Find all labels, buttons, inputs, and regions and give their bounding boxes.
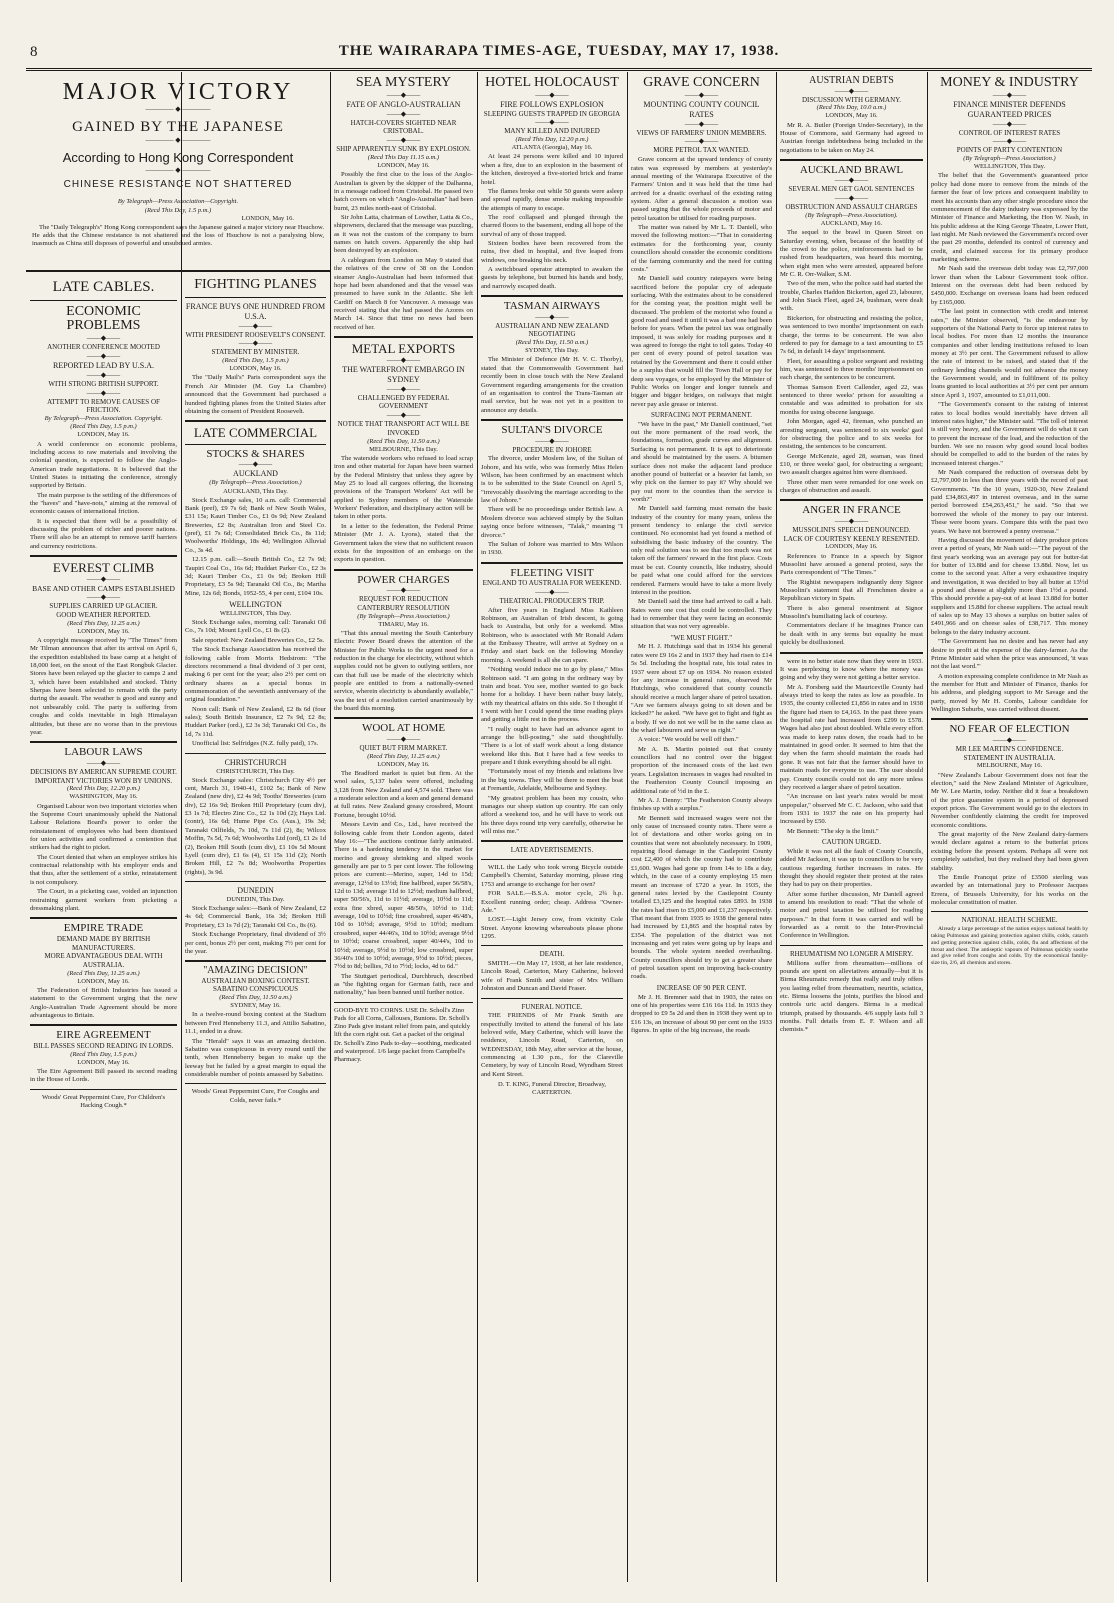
paragraph: "New Zealand's Labour Government does not fear the election," said the New Zealand Minister of Agriculture, Mr W. Lee Martin, today. Neither did it fear a breakdown of the price guarantee system in a period of depressed export prices. The Government would go to the electors in November confidently claiming the credit for improved economic conditions. <box>931 771 1088 829</box>
subheadline: AUSTRALIAN AND NEW ZEALAND NEGOTIATING <box>495 321 609 339</box>
subheadline: THE WATERFRONT EMBARGO IN SYDNEY <box>342 364 465 384</box>
paragraph: Stock Exchange Proprietary, final dividend of 3½ per cent, bonus 2½ per cent, making 7½ per cent for the year. <box>185 931 326 955</box>
paragraph: The Sultan of Johore was married to Mrs Wilson in 1930. <box>481 540 623 557</box>
paragraph: At least 24 persons were killed and 10 injured when a fire, due to an explosion in the basement of the kitchen, destroyed a five-storied brick and frame hotel. <box>481 153 623 186</box>
dateline: LONDON, May 16. <box>77 627 130 635</box>
paragraph: Mr A. Forsberg said the Mauriceville County had always tried to keep the rates as low as possible. In 1935, the county collected £1,856 in rates and in 1938 the figure had risen to £4,163. In the past three years the hospital rate had increased from £299 to £578. Wages had also just about doubled. While every effort was made to keep rates down, the roads had to be maintained in good order. It seemed to him that the day when the farm should maintain the roads had gone. It was not fair that the farmer should have to maintain roads for everyone to use. The user should pay. County councils could not do any more unless they received a larger share of petrol taxation. <box>780 683 924 791</box>
subheadline: ATTEMPT TO REMOVE CAUSES OF FRICTION. <box>47 397 160 415</box>
subheadline: SABATINO CONSPICUOUS <box>213 985 298 994</box>
subheadline: DECISIONS BY AMERICAN SUPREME COURT. <box>30 767 177 776</box>
section-heading: DEATH. <box>539 950 565 959</box>
paragraph: A switchboard operator attempted to awaken the guests by telephone, but burned his hands and body, and narrowly escaped death. <box>481 266 623 290</box>
paragraph: The Federation of British Industries has issued a statement to the Government urging that the new Anglo-Australian Trade Agreement should be more advantageous to Britain. <box>30 987 177 1020</box>
column-4: HOTEL HOLOCAUST ——◆—— FIRE FOLLOWS EXPLOSION SLEEPING GUESTS TRAPPED IN GEORGIA ——◆—— MANY KILLED AND INJURED (Recd This Day, 12.20 p.m.) ATLANTA (Georgia), May 16. At least 24 persons were killed and 10 injured when a fire, due to an explosion in the basement of the kitchen, destroyed a five-storied brick and frame hotel. The flames broke out while 50 guests were asleep and spread rapidly, dense smoke making impossible the attempts of many to escape. The roof collapsed and plunged through the charred floors to the basement, ending all hope of the survival of any of those trapped. Sixteen bodies have been recovered from the ruins, five died in hospital, and five leaped from windows, one breaking his neck. A switchboard operator attempted to awaken the guests by telephone, but burned his hands and body, and narrowly escaped death. TASMAN AIRWAYS ——◆—— AUSTRALIAN AND NEW ZEALAND NEGOTIATING (Recd This Day, 11.50 a.m.) SYDNEY, This Day. The Minister of Defence (Mr H. V. C. Thorby), stated that the Commonwealth Government had recently been in close touch with the New Zealand Government regarding arrangements for the creation of an organisation to control the Trans-Tasman air mail service, but he was not yet in a position to announce any details. SULTAN'S DIVORCE ——◆—— PROCEDURE IN JOHORE The divorce, under Moslem law, of the Sultan of Johore, and his wife, who was formerly Miss Helen Wilson, has been confirmed by an enactment which is to be submitted to the State Council on April 5, "irrevocably dissolving the marriage according to the law of Johore." There will be no proceedings under British law. A Moslem divorce was achieved simply by the Sultan saying once before witnesses, "Talak," meaning "I divorce." The Sultan of Johore was married to Mrs Wilson in 1930. FLEETING VISIT ENGLAND TO AUSTRALIA FOR WEEKEND. ——◆—— THEATRICAL PRODUCER'S TRIP. After five years in England Miss Kathleen Robinson, an Australian of Irish descent, is going back to Australia, but only for a weekend. Miss Robinson, who is associated with Mr Ronald Adam at the Embassy Theatre, will arrive at Sydney on a Friday and start back on the following Monday morning. A weekend is all she can spare. "Nothing would induce me to go by plane," Miss Robinson said. "I am going in the ordinary way by train and boat. You see, mother wanted to go back home for a holiday. I have been rather busy lately, with my theatrical affairs on this side. So I thought if I went with her I could spend the time reading plays and getting a little rest in the process. "I really ought to have had an advance agent to arrange the bill-posting," she said thoughtfully. "There is a lot of staff work about a long distance weekend like this. But I have had a few weeks to prepare and I think everything should be all right. "Fortunately most of my friends and relations live in the big towns. They will be there to meet the boat at Fremantle, Adelaide, Melbourne and Sydney. "My greatest problem has been my cousin, who manages our sheep station up country. He can only afford a weekend too, and he will have to work out his three days round trip very carefully, otherwise he will miss me." LATE ADVERTISEMENTS. WILL the Lady who took wrong Bicycle outside Campbell's Chemist, Saturday morning, please ring 1753 and arrange to exchange for her own? FOR SALE.—B.S.A. motor cycle, 2¾ h.p. Excellent running order; cheap. Address "Owner-Ade." LOST.—Light Jersey cow, from vicinity Cole Street. Anyone knowing whereabouts please phone 1295. DEATH. SMITH.—On May 17, 1938, at her late residence, Lincoln Road, Carterton, Mary Catherine, beloved wife of Frank Smith and sister of Mrs William Johnston and Duncan and David Fraser. FUNERAL NOTICE. THE FRIENDS of Mr Frank Smith are respectfully invited to attend the funeral of his late beloved wife, Mary Catherine, which will leave the residence, Lincoln Road, Carterton, on WEDNESDAY, 18th May, after service at the house, commencing at 1.30 p.m., for the Clareville Cemetery, by way of Lincoln Road, Wyndham Street and Kent Street. D. T. KING, Funeral Director, Broadway, CARTERTON. <box>481 75 623 1097</box>
headline: SEA MYSTERY <box>355 75 452 90</box>
article-body <box>30 987 177 1020</box>
headline: HOTEL HOLOCAUST <box>485 75 619 90</box>
signature: D. T. KING, Funeral Director, Broadway, CARTERTON. <box>497 1081 607 1097</box>
paragraph: There will be no proceedings under British law. A Moslem divorce was achieved simply by the Sultan saying once before witnesses, "Talak," meaning "I divorce." <box>481 506 623 539</box>
article-body <box>481 153 623 291</box>
subheadline: GAINED BY THE JAPANESE <box>72 119 284 136</box>
subheadline: MR LEE MARTIN'S CONFIDENCE. <box>955 744 1064 753</box>
paragraph: The Minister of Defence (Mr H. V. C. Thorby), stated that the Commonwealth Government had recently been in close touch with the New Zealand Government regarding arrangements for the creation of an organisation to control the Trans-Tasman air mail service, but he was not yet in a position to announce any details. <box>481 356 623 414</box>
article-body <box>334 455 473 565</box>
dateline: LONDON, May 16. <box>825 543 878 551</box>
received-line: (Recd This Day, 11.25 a.m.) <box>67 969 140 977</box>
paragraph: Stock Exchange sales: Christchurch City 4½ per cent, March 31, 1940-41, £102 5s; Bank of New Zealand (new div), £2 4s 9d; Tooths' Breweries (cum div), £2 16s 9d; Broken Hill Proprietary (cum div), £3 1s 7d; Electro Zinc Co., £2 1s 10d (2); Hays Ltd. (contr), 16s 6d; Hume Pipe Co. (Aus.), 19s 3d; Taranaki Oilfields, 7s 10d, 7s 11d (2), 8s; Wilcox Moffin, 7s 5d, 7s 6d; Woolworths Ltd (ord), £1 2s 1d (2), Broken Hill South (cum div), £1 10s 5d Mount Lyell (cum div), £1 6s (4), £1 15s 11d (2); North Broken Hill, £2 7s 8d; Woolworths Properties (rights), 3s 9d. <box>185 776 326 876</box>
received-line: (Recd This Day 11.15 a.m.) <box>367 153 440 161</box>
paragraph: The "Herald" says it was an amazing decision. Sabatino was conspicuous in every round until the tenth, when Henneberry began to make up the leeway but he failed by a great margin to equal the considerable number of points amassed by Sabatino. <box>185 1037 326 1078</box>
received-line: (Recd This Day, 10.0 a.m.) <box>816 104 887 112</box>
article-body <box>780 229 923 495</box>
dateline: MELBOURNE, This Day. <box>369 445 438 453</box>
section-heading: LATE CABLES. <box>52 279 155 295</box>
paragraph: "My greatest problem has been my cousin, who manages our sheep station up country. He can only afford a weekend too, and he will have to work out his three days round trip very carefully, otherwise he will miss me." <box>481 794 623 835</box>
paragraph: The main purpose is the settling of the differences of the "haves" and "have-nots," aiming at the removal of economic causes of international friction. <box>30 491 177 516</box>
paragraph: In a twelve-round boxing contest at the Stadium between Fred Henneberry 11.3, and Attilio Sabatino, 11.1, ended in a draw. <box>185 1011 326 1036</box>
advertisement: GOOD-BYE TO CORNS. USE Dr. Scholl's Zino Pads for all Corns, Callouses, Bunions. Dr. Scholl's Zino Pads give instant relief from pain, and quickly lift the corn right out. Get a packet of the original Dr. Scholl's Zino Pads to-day—soothing, medicated and waterproof. 1/6 large packet from Campbell's Pharmacy. <box>334 1006 471 1064</box>
subheadline: BASE AND OTHER CAMPS ESTABLISHED <box>32 583 175 593</box>
classified-ads <box>481 864 623 941</box>
subheadline: REQUEST FOR REDUCTION <box>359 595 448 604</box>
subheadline: IMPORTANT VICTORIES WON BY UNIONS. <box>34 776 173 785</box>
article-body <box>30 637 177 737</box>
subheadline: QUIET BUT FIRM MARKET. <box>359 744 448 753</box>
article-body <box>334 630 473 714</box>
section-heading: LATE COMMERCIAL <box>193 425 318 441</box>
subheadline: BILL PASSES SECOND READING IN LORDS. <box>33 1042 174 1050</box>
ad-heading: RHEUMATISM NO LONGER A MISERY. <box>790 949 913 958</box>
received-line: (Recd This Day, 11.25 a.m.) <box>67 619 140 627</box>
subheadline: DISCUSSION WITH GERMANY. <box>801 95 902 104</box>
column-6: AUSTRIAN DEBTS ——◆—— DISCUSSION WITH GERMANY. (Recd This Day, 10.0 a.m.) LONDON, May 16. Mr R. A. Butler (Foreign Under-Secretary), in the House of Commons, said Germany had agreed to Austrian foreign indebtedness being included in the negotiations to be taken on May 24. AUCKLAND BRAWL ——◆—— SEVERAL MEN GET GAOL SENTENCES ——◆—— OBSTRUCTION AND ASSAULT CHARGES (By Telegraph—Press Association). AUCKLAND, May 16. The sequel to the brawl in Queen Street on Saturday evening, when, because of the hostility of the crowd to the police, reinforcements had to be rushed from headquarters, was heard this morning, when eight men who were arrested, appeared before Mr C. R. Orr-Walker, S.M. Two of the men, who the police said had started the trouble, Charles Haddon Bickerton, aged 23, labourer, and John Stack Fleet, aged 24, bushman, were dealt with. Bickerton, for obstructing and resisting the police, was sentenced to two months' imprisonment on each charge, the terms to be concurrent. He was also ordered to pay for damage to a taxi amounting to £5 7s 6d, in default 14 days' imprisonment. Fleet, for assaulting a police sergeant and resisting him, was sentenced to three months' imprisonment on each charge, the sentences to be concurrent. Thomas Samson Evert Callender, aged 22, was sentenced to three weeks' prison for assaulting a constable and was admitted to probation for six months for using obscene language. John Morgan, aged 42, fireman, who punched an arresting sergeant, was sentenced to six weeks' gaol for obstructing the police and to six weeks for resisting, the sentences to be concurrent. George McKenzie, aged 28, seaman, was fined £10, or three weeks' gaol, for obstructing a sergeant; two assault charges against him were dismissed. Three other men were remanded for one week on charges of obstruction and assault. ANGER IN FRANCE ——◆—— MUSSOLINI'S SPEECH DENOUNCED. LACK OF COURTESY KEENLY RESENTED. LONDON, May 16. References to France in a speech by Signor Mussolini have aroused a general protest, says the Paris correspondent of "The Times." The Rightist newspapers indignantly deny Signor Mussolini's statement that all Frenchmen desire a Republican victory in Spain. There is also general resentment at Signor Mussolini's humiliating lack of courtesy. Commentators declare if he imagines France can be dealt with in any terms but equality he must quickly be disillusioned. were in no better state now than they were in 1933. It was perplexing to know where the money was going and why they were not getting a better service. Mr A. Forsberg said the Mauriceville County had always tried to keep the rates as low as possible. In 1935, the county collected £1,856 in rates and in 1938 the figure had risen to £4,163. In the past three years the hospital rate had increased from £299 to £578. Wages had also just about doubled. While every effort was made to keep rates down, the roads had to be maintained in good order. It seemed to him that the day when the farm should maintain the roads had gone. It was not fair that the farmer should have to maintain roads for everyone to use. The user should pay. County councils could not do any more unless they received a larger share of petrol taxation. "An increase on last year's rates would be most unpopular," observed Mr C. C. Jackson, who said that from 1931 to 1937 the rate on his property had increased by £50. Mr Bennett: "The sky is the limit." CAUTION URGED. While it was not all the fault of County Councils, added Mr Jackson, it was up to councillors to be very cautious regarding further increases in rates. He thought they should register their protest at the rates they had to pay on their properties. After some further discussion, Mr Daniell agreed to amend his resolution to read: "That the whole of motor and petrol taxation be utilised for roading purposes." In that form it was carried and will be forwarded as a remit to the Inter-Provincial Conference in Wellington. RHEUMATISM NO LONGER A MISERY. Millions suffer from rheumatism—millions of pounds are spent on alleviatives annually—but it is Birma Rheumatic remedy that really and truly offers you lasting relief from rheumatism, neuritis, sciatica, etc. Birma loosens the joints, purifies the blood and controls uric acid dangers. Birma is a medical triumph, praised by thousands. 4/6 supply lasts full 3 months. Full details from E. F. Wilson and all chemists.* <box>780 75 924 1034</box>
paragraph: "An increase on last year's rates would be most unpopular," observed Mr C. C. Jackson, who said that from 1931 to 1937 the rate on his property had increased by £50. <box>780 793 923 826</box>
paragraph: Noon call: Bank of New Zealand, £2 8s 6d (four sales); South British Insurance, £2 7s 9d, £2 8s; Huddart Parker (ord.), £2 3s 3d; Taranaki Oil Co., 8s 1d, 7s 11d. <box>185 705 326 738</box>
masthead <box>26 42 1092 71</box>
paragraph: Commentators declare if he imagines France can be dealt with in any terms but equality he must quickly be disillusioned. <box>780 622 923 647</box>
dateline: LONDON, May 16. <box>77 1058 130 1066</box>
paragraph: A world conference on economic problems, including access to raw materials and involving the colonial question, is expected to follow the Anglo-American trade negotiations. It is believed that the United States is initiating the conference, strongly supported by Britain. <box>30 440 177 490</box>
headline: GRAVE CONCERN <box>643 75 760 90</box>
paragraph: The Stuttgart periodical, Durchbruch, described as "the fighting organ for German faith, race and nationality," has been banned until further notice. <box>334 972 473 997</box>
headline: AUSTRIAN DEBTS <box>809 75 894 86</box>
received-line: (Recd This Day, 11.50 a.m.) <box>219 994 292 1002</box>
paragraph: The Court denied that when an employee strikes his contractual relationship with his employer ends and that thus, after the settlement of a strike, reinstatement is not compulsory. <box>30 853 177 886</box>
paragraph: The flames broke out while 50 guests were asleep and spread rapidly, dense smoke making impossible the attempts of many to escape. <box>481 187 623 212</box>
paragraph: SMITH.—On May 17, 1938, at her late residence, Lincoln Road, Carterton, Mary Catherine, beloved wife of Frank Smith and sister of Mrs William Johnston and Duncan and David Fraser. <box>481 960 623 993</box>
section-heading: FUNERAL NOTICE. <box>521 1002 583 1011</box>
subheadline: MORE ADVANTAGEOUS DEAL WITH AUSTRALIA. <box>44 952 163 970</box>
article-body <box>481 356 623 415</box>
dateline: CHRISTCHURCH, This Day. <box>216 767 295 775</box>
rule-ornament: ———— ◆ ———— <box>145 165 211 174</box>
subheadline: SLEEPING GUESTS TRAPPED IN GEORGIA <box>483 109 621 118</box>
paragraph: Already a large percentage of the nation enjoys national health by taking Pulmonas and gaining protection against chills, colds, catarrh and getting protection against chills, colds, flu and affections of the throat and chest. The antiseptic vapours of Pulmonas quickly soothe and give relief from coughs and colds. Try the economical family-size tin, 2/6, all chemists and stores. <box>931 926 1088 967</box>
article-body <box>481 455 623 557</box>
article-body <box>631 156 772 409</box>
received-line: (Recd This Day, 11.50 a.m.) <box>367 437 440 445</box>
paragraph: Mr R. A. Butler (Foreign Under-Secretary), in the House of Commons, said Germany had agreed to Austrian foreign indebtedness being included in the negotiations to be taken on May 24. <box>780 121 923 154</box>
paragraph: While it was not all the fault of County Councils, added Mr Jackson, it was up to councillors to be very cautious regarding further increases in rates. He thought they should register their protest at the rates they had to pay on their properties. <box>780 847 923 889</box>
dateline: SYDNEY, May 16. <box>230 1002 281 1010</box>
subheadline: MUSSOLINI'S SPEECH DENOUNCED. <box>792 525 911 534</box>
paragraph: The Court, in a picketing case, voided an injunction restraining garment workers from picketing a dressmaking plant. <box>30 888 177 912</box>
byline: (By Telegraph—Press Association.) <box>963 155 1056 163</box>
subheadline: NOTICE THAT TRANSPORT ACT WILL BE INVOKED <box>337 420 470 437</box>
headline: MONEY & INDUSTRY <box>940 75 1079 90</box>
paragraph: Bickerton, for obstructing and resisting the police, was sentenced to two months' imprisonment on each charge, the terms to be concurrent. He was also ordered to pay for damage to a taxi amounting to £5 7s 6d, in default 14 days' imprisonment. <box>780 314 923 356</box>
subheadline: DUNEDIN <box>237 885 274 895</box>
paragraph: "The Government's consent to the raising of interest rates to local bodies would inevitably have driven all interest rates higher," the Minister said. "The toll of interest is still very heavy, and the Government will do what it can to prevent the increase of the load, and the reduction of the burden. We see no reason why good sound local bodies should be compelled to add to the burden of the rates by increased interest charges." <box>931 401 1088 467</box>
subheadline: GOOD WEATHER REPORTED. <box>56 610 151 619</box>
dateline: AUCKLAND, May 16. <box>820 220 883 228</box>
paragraph: John Morgan, aged 42, fireman, who punched an arresting sergeant, was sentenced to six weeks' gaol for obstructing the police and to six weeks for resisting, the sentences to be concurrent. <box>780 418 923 451</box>
received-line: (Recd This Day, 12.20 p.m.) <box>515 136 589 144</box>
headline: FIGHTING PLANES <box>194 277 317 292</box>
article-body <box>185 905 326 956</box>
headline: EIRE AGREEMENT <box>56 1029 151 1042</box>
subheadline: THEATRICAL PRODUCER'S TRIP. <box>499 596 605 605</box>
paragraph: Thomas Samson Evert Callender, aged 22, was sentenced to three weeks' prison for assaulting a constable and was admitted to probation for six months for using obscene language. <box>780 383 923 416</box>
dateline: LONDON, May 16. <box>825 112 878 120</box>
headline: SULTAN'S DIVORCE <box>501 424 603 436</box>
article-body <box>780 553 923 648</box>
advertisement <box>780 960 923 1035</box>
subheadline: STATEMENT IN AUSTRALIA. <box>963 753 1056 762</box>
paragraph: A voice: "We would be well off then." <box>638 736 739 744</box>
paragraph: Mr H. J. Hutchings said that in 1934 his general rates were £9 16s 2 and in 1937 they had risen to £14 5s 5d. Including the hospital rate, his total rates in 1937 were about £7 up on 1934. No reason existed for any increase in general rates, observed Mr Hutchings, who considered that county councils should receive a much larger share of petrol taxation. "Are we farmers always going to sit down and be kicked?" he asked. "We have got to fight and fight as a body. If we do not we will be in the same class as the wharf labourers and serve us right." <box>631 643 772 735</box>
dateline: WELLINGTON, This Day. <box>219 609 292 617</box>
subheadline: SHIP APPARENTLY SUNK BY EXPLOSION. <box>336 145 471 154</box>
paragraph: The belief that the Government's guaranteed price policy had done more to remove from the minds of the farmer the fear of low prices and consequent inability to meet his accounts than any other single procedure since the commencement of the dairy industry was expressed by the Minister of Finance and Marketing, the Hon W. Nash, in his public address at the King George Theatre, Lower Hutt, last night. Mr Nash reviewed the Government's record over the past 29 months, defended its control of currency and credit, and claimed success for its primary produce marketing scheme. <box>931 172 1088 264</box>
article-body <box>334 770 473 998</box>
paragraph: Grave concern at the upward tendency of county rates was expressed by members at yesterday's annual meeting of the Wairarapa Executive of the Farmers' Union and it was held that the time had arrived for a drastic overhaul of the existing rating system. After a general discussion a motion was passed urging that the whole proceeds of motor and petrol taxation be utilised for roading purposes. <box>631 156 772 222</box>
headline: EMPIRE TRADE <box>63 922 144 935</box>
headline: EVEREST CLIMB <box>52 560 155 576</box>
headline: AUCKLAND BRAWL <box>799 163 904 176</box>
subheadline: STATEMENT BY MINISTER. <box>211 348 300 357</box>
paragraph: The sequel to the brawl in Queen Street on Saturday evening, when, because of the hostility of the crowd to the police, reinforcements had to be rushed from headquarters, was heard this morning, when eight men who were arrested, appeared before Mr C. R. Orr-Walker, S.M. <box>780 229 923 279</box>
byline: (By Telegraph—Press Association.) <box>209 479 302 487</box>
divider <box>26 270 330 272</box>
article-body <box>185 497 326 598</box>
paragraph: A cablegram from London on May 9 stated that the relatives of the crew of 38 on the London steamer Anglo-Australian had been informed that hope had been abandoned and that the vessel was presumed to have sunk in the Atlantic. She left Cardiff on March 8 for Vancouver. A message was received stating that she had passed the Azores on March 14. Since that time no news had been received of her. <box>334 256 473 331</box>
paragraph: "Nothing would induce me to go by plane," Miss Robinson said. "I am going in the ordinary way by train and boat. You see, mother wanted to go back home for a holiday. I have been rather busy lately, with my theatrical affairs on this side. So I thought if I went with her I could spend the time reading plays and getting a little rest in the process. <box>481 666 623 724</box>
paragraph: The Eire Agreement Bill passed its second reading in the House of Lords. <box>30 1068 177 1084</box>
headline: POWER CHARGES <box>357 573 450 586</box>
paragraph: Three other men were remanded for one week on charges of obstruction and assault. <box>780 478 923 495</box>
subheadline: AUCKLAND <box>233 469 278 479</box>
paragraph: Mr Bennett: "The sky is the limit." <box>787 827 879 835</box>
received-line: (Recd This Day, 1.5 p.m.) <box>70 423 137 431</box>
subheadline: OBSTRUCTION AND ASSAULT CHARGES <box>785 203 918 212</box>
article-body <box>185 1011 326 1079</box>
paragraph: Mr Daniell said country ratepayers were being sacrificed before the popular cry of adequate surfacing. With the estimates about to be considered for the coming year, the position might well be discussed. The problem of the motorist who found a good road and used it until it was a bad one had been before for years. When the petrol tax was originally imposed, it was solely for roading purposes and it was agreed to forego the right to toll gates. Today 40 per cent of every pound of petrol taxation was retained by the Government and there it could either be a surplus that would fill the Town Hall or pay for deep sea voyages, or be employed by the Minister of Public Works on longer and longer tunnels and bigger and bigger bridges, on railways that might never pay axle grease or interest. <box>631 275 772 408</box>
paragraph: Stock Exchange sales, morning call: Taranaki Oil Co., 7s 10d; Mount Lyell Co., £1 8s (2). <box>185 619 326 635</box>
article-body <box>185 619 326 748</box>
paragraph: Mr A. J. Denny: "The Featherston County always finishes up with a surplus." <box>631 796 772 813</box>
paragraph: Possibly the first clue to the loss of the Anglo-Australian is given by the skipper of the Dalhanna, in a message radioed from Cristobal. He passed two hatch covers on which "Anglo-Australian" had been burnt, 23 miles north-east of Cristobal. <box>334 171 473 212</box>
subheadline: CHALLENGED BY FEDERAL GOVERNMENT <box>357 393 450 411</box>
paragraph: "Fortunately most of my friends and relations live in the big towns. They will be there to meet the boat at Fremantle, Adelaide, Melbourne and Sydney. <box>481 768 623 793</box>
paragraph: Two of the men, who the police said had started the trouble, Charles Haddon Bickerton, aged 23, labourer, and John Stack Fleet, aged 24, bushman, were dealt with. <box>780 280 923 313</box>
article-body <box>30 803 177 914</box>
headline: ECONOMIC PROBLEMS <box>66 303 141 334</box>
dateline: AUCKLAND, This Day. <box>223 487 288 495</box>
received-line: (Recd This Day, 1.5 p.m.) <box>70 1050 137 1058</box>
crosshead: CAUTION URGED. <box>821 838 882 847</box>
paragraph: The waterside workers who refused to load scrap iron and other material for Japan have been warned by the Federal Ministry that unless they agree by May 25 to load all cargoes offering, the licensing provisions of the Transport Workers' Act will be applied to Sydney members of the Waterside Workers' Federation, and disciplinary action will be taken in other ports. <box>334 454 473 521</box>
paragraph: "We have in the past," Mr Daniell continued, "set out the more permanent of the road work, the foundations, formation, grade curves and alignment. Surfacing is not permanent. It is apt to deteriorate and should be maintained by the users. A bitumen surface does not make the adjacent land produce another pound of butterfat or a heavier fat lamb, so why pick on the farmer to pay it? Why should we pay out more to the counties than the service is worth?" <box>631 420 772 503</box>
paragraph: The "Daily Telegraph's" Hong Kong correspondent says the Japanese gained a major victory near Hsuchow. He adds that the Chinese resistance is not shattered and the loss of Hsuchow is not a paralysing blow, inasmuch as China still disposes of powerful and unsubdued armies. <box>32 223 324 248</box>
paragraph: "The last point in connection with credit and interest rates," the Minister observed, "is the endeavour by supporters of the National Party to force up interest rates to local bodies. For more than 12 months the insurance companies and other lending institutions refused to loan money at 3½ per cent. The Government refused to allow the rate of interest to be raised, and stated that if the ordinary lending channels would not advance the money the Government would, and in fulfilment of its policy loans granted to local authorities at 3½ per cent per annum since April 1, 1937, amounted to £1,011,000. <box>931 308 1088 399</box>
article-body <box>185 777 326 877</box>
dateline: LONDON, May 16. <box>377 760 430 768</box>
funeral-notice <box>481 1012 623 1079</box>
paragraph: It is expected that there will be a possibility of discussing the problem of richer and poorer nations. There will also be an attempt to remove tariff barriers and currency restrictions. <box>30 517 177 550</box>
subheadline: ANOTHER CONFERENCE MOOTED <box>47 343 160 352</box>
subheadline: SUPPLIES CARRIED UP GLACIER. <box>49 602 158 611</box>
byline: By Telegraph—Press Association. Copyright. <box>44 415 163 423</box>
article-continuation <box>780 658 923 837</box>
subheadline: WITH PRESIDENT ROOSEVELT'S CONSENT. <box>185 330 326 339</box>
subheadline: DEMAND MADE BY BRITISH MANUFACTURERS. <box>56 934 151 952</box>
column-5: GRAVE CONCERN ——◆—— MOUNTING COUNTY COUNCIL RATES ——◆—— VIEWS OF FARMERS' UNION MEMBERS. ——◆—— MORE PETROL TAX WANTED. Grave concern at the upward tendency of county rates was expressed by members at yesterday's annual meeting of the Wairarapa Executive of the Farmers' Union and it was held that the time had arrived for a drastic overhaul of the existing rating system. After a general discussion a motion was passed urging that the whole proceeds of motor and petrol taxation be utilised for roading purposes. The matter was raised by Mr L. T. Daniell, who moved the following motion:—"That in considering estimates for the forthcoming year, county councillors should consider the economic conditions of the farming community and the need for cutting costs." Mr Daniell said country ratepayers were being sacrificed before the popular cry of adequate surfacing. With the estimates about to be considered for the coming year, the position might well be discussed. The problem of the motorist who found a good road and used it until it was a bad one had been before for years. When the petrol tax was originally imposed, it was solely for roading purposes and it was agreed to forego the right to toll gates. Today 40 per cent of every pound of petrol taxation was retained by the Government and there it could either be a surplus that would fill the Town Hall or pay for deep sea voyages, or be employed by the Minister of Public Works on longer and longer tunnels and bigger and bigger bridges, on railways that might never pay axle grease or interest. SURFACING NOT PERMANENT. "We have in the past," Mr Daniell continued, "set out the more permanent of the road work, the foundations, formation, grade curves and alignment. Surfacing is not permanent. It is apt to deteriorate and should be maintained by the users. A bitumen surface does not make the adjacent land produce another pound of butterfat or a heavier fat lamb, so why pick on the farmer to pay it? Why should we pay out more to the counties than the service is worth?" Mr Daniell said farming must remain the basic industry of the country for many years, unless the present tendency to enlarge the civil service continued. No economist had yet found a method of subsidising the basic industry of the country. The only real solution was to see that too much was not taken off the farmers' reward in the first place. Costs must be cut. County councils, like industry, should be paid what one could afford for the services rendered. Farmers would have to take a more lively interest in the position. Mr Daniell said the time had arrived to call a halt. Rates were one cost that could be controlled. They had to remember that they were facing an economic situation that was not very agreeable. "WE MUST FIGHT." Mr H. J. Hutchings said that in 1934 his general rates were £9 16s 2 and in 1937 they had risen to £14 5s 5d. Including the hospital rate, his total rates in 1937 were about £7 up on 1934. No reason existed for any increase in general rates, observed Mr Hutchings, who considered that county councils should receive a much larger share of petrol taxation. "Are we farmers always going to sit down and be kicked?" he asked. "We have got to fight and fight as a body. If we do not we will be in the same class as the wharf labourers and serve us right." A voice: "We would be well off then." Mr A. B. Martin pointed out that county councillors had no control over the biggest proportion of the increased costs of the last two years. Legislation increases in wages had resulted in the Featherston County Council imposing an additional rate of ½d in the £. Mr A. J. Denny: "The Featherston County always finishes up with a surplus." Mr Bennett said increased wages were not the only cause of increased county rates. There were a lot of deviations and other works going on in counties that were not absolutely necessary. In 1909, repairing flood damage in the Castlepoint County cost £2,400 of which the county had to contribute £1,600. Wages had gone up from 14s to 18s a day, which, in the case of a county employing 15 men meant an increase of £720 a year. In 1935, the general rates levied by the Castlepoint County totalled £3,125 and the hospital rates £893. In 1938 the rates had risen to £5,000 and £1,237 respectively. That meant that from 1935 to 1938 the general rates had increased by £1,865 and the hospital rates by £354. The population of the district was not increasing and yet rates were going up by leaps and bounds. The whole system needed overhauling. County councillors should try to get a greater share of petrol taxation spent on improving back-country roads. INCREASE OF 90 PER CENT. Mr J. H. Bremner said that in 1903, the rates on one of his properties were £16 16s 11d. In 1933 they dropped to £9 5s 2d and then in 1938 they went up to £16 13s, an increase of about 90 per cent on the 1933 figures. In spite of the big increase, the roads <box>631 75 772 1035</box>
headline: "AMAZING DECISION" <box>203 965 308 977</box>
classified-ad: LOST.—Light Jersey cow, from vicinity Cole Street. Anyone knowing whereabouts please phone 1295. <box>481 916 623 940</box>
paragraph: The Stock Exchange Association has received the following cable from Morris Hedstrom: "The directors recommend a final dividend of 3 per cent, making 6 per cent for the year; also 2½ per cent on ordinary shares as a special bonus in commemoration of the seventieth anniversary of the original foundation." <box>185 646 326 704</box>
paragraph: Mr Nash said the overseas debt today was £2,797,000 lower than when the Labour Government took office. Interest on the overseas debt had been reduced by £450,000. Exchange on overseas loans had been reduced by £165,000. <box>931 265 1088 306</box>
advertisement <box>931 926 1088 967</box>
paragraph: The roof collapsed and plunged through the charred floors to the basement, ending all hope of the survival of any of those trapped. <box>481 213 623 238</box>
paragraph: Fleet, for assaulting a police sergeant and resisting him, was sentenced to three months' imprisonment on each charge, the sentences to be concurrent. <box>780 357 923 382</box>
headline: NO FEAR OF ELECTION <box>949 723 1070 736</box>
article-body <box>631 994 772 1036</box>
received-line: (Recd This Day, 1.5 p.m.) <box>222 357 289 365</box>
paragraph: Sir John Latta, chairman of Lowther, Latta & Co., shipowners, declared that the message was puzzling, as it was not the custom of the company to burn names on hatch covers. Apparently the ship had been destroyed by an explosion. <box>334 213 473 255</box>
subheadline: WELLINGTON <box>229 599 282 609</box>
subheadline: AUSTRALIAN BOXING CONTEST. <box>201 976 310 985</box>
advertisement: Woods' Great Peppermint Cure, For Coughs and Colds, never fails.* <box>191 1088 320 1104</box>
newspaper-title: THE WAIRARAPA TIMES-AGE, TUESDAY, MAY 17, 1938. <box>338 43 780 59</box>
headline: LABOUR LAWS <box>64 746 143 759</box>
subheadline: WITH STRONG BRITISH SUPPORT. <box>48 379 159 388</box>
subheadline: CHRISTCHURCH <box>224 757 287 767</box>
paragraph: Stock Exchange sales:—Bank of New Zealand, £2 4s 6d; Commercial Bank, 16s 3d; Broken Hill Proprietary, £3 1s 7d (2); Taranaki Oil Co., 8s (6). <box>185 905 326 929</box>
paragraph: The "Daily Mail's" Paris correspondent says the French Air Minister (M. Guy La Chambre) announced that the Government had purchased a hundred fighting planes from the United States after obtaining the consent of President Roosevelt. <box>185 374 326 415</box>
subheadline: SEVERAL MEN GET GAOL SENTENCES <box>788 185 915 194</box>
paragraph: Mr Bennett said increased wages were not the only cause of increased county rates. There were a lot of deviations and other works going on in counties that were not absolutely necessary. In 1909, repairing flood damage in the Castlepoint County cost £2,400 of which the county had to contribute £1,600. Wages had gone up from 14s to 18s a day, which, in the case of a county employing 15 men meant an increase of £720 a year. In 1935, the general rates levied by the Castlepoint County totalled £3,125 and the hospital rates £893. In 1938 the rates had risen to £5,000 and £1,237 respectively. That meant that from 1935 to 1938 the general rates had increased by £1,865 and the hospital rates by £354. The population of the district was not increasing and yet rates were going up by leaps and bounds. The whole system needed overhauling. County councillors should try to get a greater share of petrol taxation spent on improving back-country roads. <box>631 814 772 981</box>
paragraph: George McKenzie, aged 28, seaman, was fined £10, or three weeks' gaol, for obstructing a sergeant; two assault charges against him were dismissed. <box>780 452 923 477</box>
paragraph: The Bradford market is quiet but firm. At the wool sales, 5,137 bales were offered, including 3,128 from New Zealand and 4,574 sold. There was a moderate selection and a keen and general demand at full rates. New Zealand greasy crossbred, Mount Fortune, brought 10½d. <box>334 770 473 819</box>
subheadline: POINTS OF PARTY CONTENTION <box>956 146 1063 155</box>
subheadline: FINANCE MINISTER DEFENDS GUARANTEED PRICES <box>953 99 1066 119</box>
subheadline: FATE OF ANGLO-AUSTRALIAN <box>346 99 461 109</box>
paragraph: 12.15 p.m. call:—South British Co., £2 7s 9d; Taupiri Coal Co., 16s 6d; Huddart Parker Co., £2 3s 3d; Kauri Timber Co., £1 0s 9d; Broken Hill Proprietary, £3 5s 9d; Taranaki Oil Co., 8s; Martha Mine, 12s 6d; Bonds, 1952-55, 4 per cent, £104 10s. <box>185 556 326 597</box>
crosshead: "WE MUST FIGHT." <box>670 633 733 642</box>
article-body <box>931 772 1088 908</box>
column-1: LATE CABLES. ECONOMIC PROBLEMS ——◆—— ANOTHER CONFERENCE MOOTED ——◆—— REPORTED LEAD BY U.S.A. ——◆—— WITH STRONG BRITISH SUPPORT. ——◆—— ATTEMPT TO REMOVE CAUSES OF FRICTION. By Telegraph—Press Association. Copyright. (Recd This Day, 1.5 p.m.) LONDON, May 16. A world conference on economic problems, including access to raw materials and involving the colonial question, is expected to follow the Anglo-American trade negotiations. It is believed that the United States is initiating the conference, strongly supported by Britain. The main purpose is the settling of the differences of the "haves" and "have-nots," aiming at the removal of economic causes of international friction. It is expected that there will be a possibility of discussing the problem of richer and poorer nations. There will also be an attempt to remove tariff barriers and currency restrictions. EVEREST CLIMB ——◆—— BASE AND OTHER CAMPS ESTABLISHED ——◆—— SUPPLIES CARRIED UP GLACIER. GOOD WEATHER REPORTED. (Recd This Day, 11.25 a.m.) LONDON, May 16. A copyright message received by "The Times" from Mr Tilman announces that after its arrival on April 6, the expedition established its base camp at a height of 18,000 feet, on the snout of the East Rongbuk Glacier. Stores have been relayed up the glacier to camps 2 and 3, which have been established and stocked. Thirty Sherpas have been selected to remain with the party during the assault. The weather is good and sunny and not unbearably cold. The party is suffering from coughs and colds inevitable in high Himalayan altitudes, but these are no worse than in the previous year. LABOUR LAWS ——◆—— DECISIONS BY AMERICAN SUPREME COURT. IMPORTANT VICTORIES WON BY UNIONS. (Recd This Day, 12.20 p.m.) WASHINGTON, May 16. Organised Labour won two important victories when the Supreme Court unanimously upheld the National Labour Relations Board's power to order the reinstatement of employees who had been dismissed for union activities and confirmed a contention that strikers had the right to picket. The Court denied that when an employee strikes his contractual relationship with his employer ends and that thus, after the settlement of a strike, reinstatement is not compulsory. The Court, in a picketing case, voided an injunction restraining garment workers from picketing a dressmaking plant. EMPIRE TRADE DEMAND MADE BY BRITISH MANUFACTURERS. MORE ADVANTAGEOUS DEAL WITH AUSTRALIA. (Recd This Day, 11.25 a.m.) LONDON, May 16. The Federation of British Industries has issued a statement to the Government urging that the new Anglo-Australian Trade Agreement should be more advantageous to Britain. EIRE AGREEMENT BILL PASSES SECOND READING IN LORDS. (Recd This Day, 1.5 p.m.) LONDON, May 16. The Eire Agreement Bill passed its second reading in the House of Lords. Woods' Great Peppermint Cure, For Children's Hacking Cough.* <box>30 279 177 1109</box>
paragraph: Having discussed the movement of dairy produce prices over a period of years, Mr Nash said:—"The payout of the first year's working was an average pay out for butter-fat for butter of 13.88d and for cheese 13.88d. Now, let us come to the second year. After a very exhaustive inquiry and investigation, it was decided to buy all butter at 13½d a pound and cheese at slightly more than 1½d a pound. This should provide a pay-out of at least 13.88d for butter suppliers and 15.88d for cheese suppliers. The actual result of sales up to May 13 shows a surplus on butter sales of £491,966 and on cheese sales of £38,717. This money belongs to the dairy industry account. <box>931 536 1088 636</box>
subheadline: FRANCE BUYS ONE HUNDRED FROM U.S.A. <box>185 301 326 321</box>
paragraph: A motion expressing complete confidence in Mr Nash as the member for Hutt and Minister of Finance, thanks for his address, and pledging support to Mr Savage and the party, moved by Mr H. Combs, Labour candidate for Wellington Suburbs, was carried without dissent. <box>931 672 1088 714</box>
subheadline: VIEWS OF FARMERS' UNION MEMBERS. <box>636 128 767 137</box>
byline: (By Telegraph—Press Association). <box>805 211 898 219</box>
paragraph: Organised Labour won two important victories when the Supreme Court unanimously upheld the National Labour Relations Board's power to order the reinstatement of employees who had been dismissed for union activities and confirmed a contention that strikers had the right to picket. <box>30 802 177 852</box>
paragraph: Unofficial list: Selfridges (N.Z. fully paid), 17s. <box>192 740 319 748</box>
article-body <box>631 643 772 981</box>
headline: FLEETING VISIT <box>510 566 594 579</box>
dateline: SYDNEY, This Day. <box>525 347 579 355</box>
ad-heading: NATIONAL HEALTH SCHEME. <box>961 916 1058 925</box>
byline: By Telegraph—Press Association—Copyright. <box>117 198 239 206</box>
paragraph: Stock Exchange sales, 10 a.m. call: Commercial Bank (pref), £9 7s 6d; Bank of New South Wales, £31 15s; Kauri Timber Co., £1 0s 9d; New Zealand Breweries, £2 8s; Australian Iron and Steel Co. (pref), £1 7s 6d; Consolidated Brick Co., 8s 11d; Woolworths' Holdings, 18s 4d; Wellington Alluvial Co., 3s 4d. <box>185 496 326 554</box>
classified-ad: WILL the Lady who took wrong Bicycle outside Campbell's Chemist, Saturday morning, please ring 1753 and arrange to exchange for her own? <box>481 864 623 888</box>
major-victory-article <box>26 74 330 274</box>
paragraph: "The Government has no desire and has never had any desire to profit at the expense of the dairy-farmer. As the Prime Minister said when the price was announced, 'it was not the last word.'" <box>931 638 1088 671</box>
paragraph: After five years in England Miss Kathleen Robinson, an Australian of Irish descent, is going back to Australia, but only for a weekend. Miss Robinson, who is associated with Mr Ronald Adam at the Embassy Theatre, will arrive at Sydney on a Friday and start back on the following Monday morning. A weekend is all she can spare. <box>481 606 623 664</box>
received-line: (Recd This Day, 1.5 p.m.) <box>144 206 212 214</box>
crosshead: SURFACING NOT PERMANENT. <box>651 410 752 419</box>
subheadline: CHINESE RESISTANCE NOT SHATTERED <box>63 178 293 190</box>
subheadline: HATCH-COVERS SIGHTED NEAR CRISTOBAL. <box>350 118 457 136</box>
dateline: LONDON, May 16. <box>377 162 430 170</box>
paragraph: Mr Nash compared the reduction of overseas debt by £2,797,000 in less than three years with the record of past Governments. "In the 10 years, 1920-30, New Zealand paid £34,863,497 in interest overseas, and in the same period borrowed £54,263,451," he said. "So that we borrowed the whole of the money to pay our interest. These were boom years. Compare this with the past two years. We have not borrowed a penny overseas." <box>931 469 1088 535</box>
paragraph: The matter was raised by Mr L. T. Daniell, who moved the following motion:—"That in considering estimates for the forthcoming year, county councillors should consider the economic conditions of the farming community and the need for cutting costs." <box>631 224 772 273</box>
paragraph: "I really ought to have had an advance agent to arrange the bill-posting," she said thoughtfully. "There is a lot of staff work about a long distance weekend like this. But I have had a few weeks to prepare and I think everything should be all right. <box>481 725 623 767</box>
subheadline: CANTERBURY RESOLUTION <box>357 603 450 612</box>
subheadline: REPORTED LEAD BY U.S.A. <box>52 360 154 370</box>
received-line: (Recd This Day, 11.50 a.m.) <box>515 339 589 347</box>
paragraph: Mr J. H. Bremner said that in 1903, the rates on one of his properties were £16 16s 11d. In 1933 they dropped to £9 5s 2d and then in 1938 they went up to £16 13s, an increase of about 90 per cent on the 1933 figures. In spite of the big increase, the roads <box>631 993 772 1035</box>
dateline: LONDON, May 16. <box>77 431 130 439</box>
paragraph: The Emile Francqui prize of £3500 sterling was awarded by an international jury to Professor Jacques Errera, of Brussels University, for his works on the molecular constitution of matter. <box>931 873 1088 906</box>
article-body <box>30 1068 177 1085</box>
rule-ornament: ———— ◆ ———— <box>145 105 211 114</box>
crosshead: INCREASE OF 90 PER CENT. <box>656 983 747 992</box>
subheadline: MANY KILLED AND INJURED <box>504 127 600 136</box>
paragraph: THE FRIENDS of Mr Frank Smith are respectfully invited to attend the funeral of his late beloved wife, Mary Catherine, which will leave the residence, Lincoln Road, Carterton, on WEDNESDAY, 18th May, after service at the house, commencing at 1.30 p.m., for the Clareville Cemetery, by way of Lincoln Road, Wyndham Street and Kent Street. <box>481 1012 623 1078</box>
article-body <box>931 172 1088 714</box>
byline: (By Telegraph—Press Association.) <box>357 612 450 620</box>
paragraph: Mr Daniell said the time had arrived to call a halt. Rates were one cost that could be controlled. They had to remember that they were facing an economic situation that was not very agreeable. <box>631 598 772 631</box>
dateline: MELBOURNE, May 16. <box>976 762 1043 770</box>
paragraph: The divorce, under Moslem law, of the Sultan of Johore, and his wife, who was formerly Miss Helen Wilson, has been confirmed by an enactment which is to be submitted to the State Council on April 5, "irrevocably dissolving the marriage according to the law of Johore." <box>481 455 623 505</box>
rule-ornament: ———— ◆ ———— <box>145 135 211 144</box>
paragraph: Mr Daniell said farming must remain the basic industry of the country for many years, unless the present tendency to enlarge the civil service continued. No economist had yet found a method of subsidising the basic industry of the country. The only real solution was to see that too much was not taken off the farmers' reward in the first place. Costs must be cut. County councils, like industry, should be paid what one could afford for the services rendered. Farmers would have to take a more lively interest in the position. <box>631 505 772 596</box>
dateline: LONDON, May 16. <box>229 365 282 373</box>
article-body <box>32 224 324 249</box>
subheadline: ENGLAND TO AUSTRALIA FOR WEEKEND. <box>482 579 622 588</box>
received-line: (Recd This Day, 11.25 a.m.) <box>367 752 440 760</box>
paragraph: Sixteen bodies have been recovered from the ruins, five died in hospital, and five leaped from windows, one breaking his neck. <box>481 240 623 264</box>
classified-ad: FOR SALE.—B.S.A. motor cycle, 2¾ h.p. Excellent running order; cheap. Address "Owner-Ade." <box>481 890 623 914</box>
paragraph: After some further discussion, Mr Daniell agreed to amend his resolution to read: "That the whole of motor and petrol taxation be utilised for roading purposes." In that form it was carried and will be forwarded as a remit to the Inter-Provincial Conference in Wellington. <box>780 890 923 940</box>
dateline: TIMARU, May 16. <box>378 620 429 628</box>
subheadline: MOUNTING COUNTY COUNCIL RATES <box>643 99 760 119</box>
advertisement: Woods' Great Peppermint Cure, For Children's Hacking Cough.* <box>41 1093 166 1109</box>
paragraph: The great majority of the New Zealand dairy-farmers would declare against a return to the butterfat prices existing before the present system. Perhaps all were not completely satisfied, but they realised they had been given stability. <box>931 831 1088 872</box>
paragraph: Messrs Levin and Co., Ltd., have received the following cable from their London agents, dated May 16:—"The auctions continue fairly animated. There is a hardening tendency in the market for merino and greasy shrinking and sliped wools generally are par to 5 per cent lower. The following prices are current:—Merino, super, 14d to 15d; average, 12½d to 13½d; fine halfbred, super 56/58's, 12d to 13d; average 11d to 12½d; medium halfbred, super 50/56's, 11d to 11½d; average, 10½d to 11d; extra fine xbred, super 48/50's, 10½d to 11d; average, 10d to 10½d; fine crossbred, super 46/48's, 10d to 10½d; average, 9½d to 10½d; medium crossbred, super 44/46's, 10d to 10½d; average 9½d to 10½d; coarse crossbred, super 40/44's, 10d to 10½d; average, 9½d to 10½d; low crossbred, super 36/40's 10d to 10½d; average, 9½d to 10½d; pieces, 7½d to 8d; bellies, 7d to 7½d; locks, 4d to 6d." <box>334 821 473 971</box>
article-body <box>481 607 623 837</box>
headline: STOCKS & SHARES <box>206 447 305 460</box>
headline: MAJOR VICTORY <box>62 79 294 105</box>
paragraph: References to France in a speech by Signor Mussolini have aroused a general protest, says the Paris correspondent of "The Times." <box>780 552 923 577</box>
headline: TASMAN AIRWAYS <box>503 300 601 313</box>
dateline: LONDON, May 16. <box>241 214 294 222</box>
paragraph: A copyright message received by "The Times" from Mr Tilman announces that after its arrival on April 6, the expedition established its base camp at a height of 18,000 feet, on the snout of the East Rongbuk Glacier. Stores have been relayed up the glacier to camps 2 and 3, which have been established and stocked. Thirty Sherpas have been selected to remain with the party during the assault. The weather is good and sunny and not unbearably cold. The party is suffering from coughs and colds inevitable in high Himalayan altitudes, but these are no worse than in the previous year. <box>30 636 177 736</box>
article-body <box>185 374 326 416</box>
subheadline: LACK OF COURTESY KEENLY RESENTED. <box>783 534 920 543</box>
received-line: (Recd This Day, 12.20 p.m.) <box>67 785 140 793</box>
dateline: WASHINGTON, May 16. <box>69 793 138 801</box>
article-body <box>780 848 923 941</box>
dateline: ATLANTA (Georgia), May 16. <box>511 144 593 152</box>
column-2: FIGHTING PLANES FRANCE BUYS ONE HUNDRED FROM U.S.A. ——◆—— WITH PRESIDENT ROOSEVELT'S CONSENT. ——◆—— STATEMENT BY MINISTER. (Recd This Day, 1.5 p.m.) LONDON, May 16. The "Daily Mail's" Paris correspondent says the French Air Minister (M. Guy La Chambre) announced that the Government had purchased a hundred fighting planes from the United States after obtaining the consent of President Roosevelt. LATE COMMERCIAL STOCKS & SHARES ——◆—— AUCKLAND (By Telegraph—Press Association.) AUCKLAND, This Day. Stock Exchange sales, 10 a.m. call: Commercial Bank (pref), £9 7s 6d; Bank of New South Wales, £31 15s; Kauri Timber Co., £1 0s 9d; New Zealand Breweries, £2 8s; Australian Iron and Steel Co. (pref), £1 7s 6d; Consolidated Brick Co., 8s 11d; Woolworths' Holdings, 18s 4d; Wellington Alluvial Co., 3s 4d. 12.15 p.m. call:—South British Co., £2 7s 9d; Taupiri Coal Co., 16s 6d; Huddart Parker Co., £2 3s 3d; Kauri Timber Co., £1 0s 9d; Broken Hill Proprietary, £3 5s 9d; Taranaki Oil Co., 8s; Martha Mine, 12s 6d; Bonds, 1952-55, 4 per cent, £104 10s. WELLINGTON WELLINGTON, This Day. Stock Exchange sales, morning call: Taranaki Oil Co., 7s 10d; Mount Lyell Co., £1 8s (2). Sale reported: New Zealand Breweries Co., £2 5s. The Stock Exchange Association has received the following cable from Morris Hedstrom: "The directors recommend a final dividend of 3 per cent, making 6 per cent for the year; also 2½ per cent on ordinary shares as a special bonus in commemoration of the seventieth anniversary of the original foundation." Noon call: Bank of New Zealand, £2 8s 6d (four sales); South British Insurance, £2 7s 9d, £2 8s; Huddart Parker (ord.), £2 3s 3d; Taranaki Oil Co., 8s 1d, 7s 11d. Unofficial list: Selfridges (N.Z. fully paid), 17s. CHRISTCHURCH CHRISTCHURCH, This Day. Stock Exchange sales: Christchurch City 4½ per cent, March 31, 1940-41, £102 5s; Bank of New Zealand (new div), £2 4s 9d; Tooths' Breweries (cum div), £2 16s 9d; Broken Hill Proprietary (cum div), £3 1s 7d; Electro Zinc Co., £2 1s 10d (2); Hays Ltd. (contr), 16s 6d; Hume Pipe Co. (Aus.), 19s 3d; Taranaki Oilfields, 7s 10d, 7s 11d (2), 8s; Wilcox Moffin, 7s 5d, 7s 6d; Woolworths Ltd (ord), £1 2s 1d (2), Broken Hill South (cum div), £1 10s 5d Mount Lyell (cum div), £1 6s (4), £1 15s 11d (2); North Broken Hill, £2 7s 8d; Woolworths Properties (rights), 3s 9d. DUNEDIN DUNEDIN, This Day. Stock Exchange sales:—Bank of New Zealand, £2 4s 6d; Commercial Bank, 16s 3d; Broken Hill Proprietary, £3 1s 7d (2); Taranaki Oil Co., 8s (6). Stock Exchange Proprietary, final dividend of 3½ per cent, bonus 2½ per cent, making 7½ per cent for the year. "AMAZING DECISION" AUSTRALIAN BOXING CONTEST. SABATINO CONSPICUOUS (Recd This Day, 11.50 a.m.) SYDNEY, May 16. In a twelve-round boxing contest at the Stadium between Fred Henneberry 11.3, and Attilio Sabatino, 11.1, ended in a draw. The "Herald" says it was an amazing decision. Sabatino was conspicuous in every round until the tenth, when Henneberry began to make up the leeway but he failed by a great margin to equal the considerable number of points amassed by Sabatino. Woods' Great Peppermint Cure, For Coughs and Colds, never fails.* <box>185 277 326 1104</box>
section-heading: LATE ADVERTISEMENTS. <box>510 846 594 855</box>
paragraph: Millions suffer from rheumatism—millions of pounds are spent on alleviatives annually—but it is Birma Rheumatic remedy that really and truly offers you lasting relief from rheumatism, neuritis, sciatica, etc. Birma loosens the joints, purifies the blood and controls uric acid dangers. Birma is a medical triumph, praised by thousands. 4/6 supply lasts full 3 months. Full details from E. F. Wilson and all chemists.* <box>780 959 923 1034</box>
paragraph: In a letter to the federation, the Federal Prime Minister (Mr J. A. Lyons), stated that the Government takes the view that no sufficient reason exists for the imposition of an embargo on the exports in question. <box>334 522 473 564</box>
paragraph: The Rightist newspapers indignantly deny Signor Mussolini's statement that all Frenchmen desire a Republican victory in Spain. <box>780 578 923 603</box>
subheadline: CONTROL OF INTEREST RATES <box>958 128 1061 137</box>
dateline: LONDON, May 16. <box>77 977 130 985</box>
page-number: 8 <box>30 44 38 60</box>
article-body <box>780 122 923 155</box>
paragraph: were in no better state now than they were in 1933. It was perplexing to know where the money was going and why they were not getting a better service. <box>780 657 923 682</box>
article-body <box>334 171 473 332</box>
paragraph: There is also general resentment at Signor Mussolini's humiliating lack of courtesy. <box>780 604 923 621</box>
paragraph: "That this annual meeting the South Canterbury Electric Power Board draws the attention of the Minister for Public Works to the urgent need for a reduction in the charge for electricity, without which supplies could not be given to outlying settlers, nor can that full use be made of the electricity which people are entitled to from a nationally-owned service, wherein electricity is abundantly available," was the text of a resolution carried unanimously by the board this morning. <box>334 629 473 713</box>
subheadline: FIRE FOLLOWS EXPLOSION <box>500 99 604 109</box>
article-body <box>30 441 177 552</box>
headline: WOOL AT HOME <box>361 722 446 735</box>
headline: METAL EXPORTS <box>351 341 456 357</box>
death-notice <box>481 960 623 993</box>
subheadline: According to Hong Kong Correspondent <box>62 149 294 165</box>
dateline: DUNEDIN, This Day. <box>226 895 285 903</box>
column-7: MONEY & INDUSTRY ——◆—— FINANCE MINISTER DEFENDS GUARANTEED PRICES ——◆—— CONTROL OF INTEREST RATES ——◆—— POINTS OF PARTY CONTENTION (By Telegraph—Press Association.) WELLINGTON, This Day. The belief that the Government's guaranteed price policy had done more to remove from the minds of the farmer the fear of low prices and consequent inability to meet his accounts than any other single procedure since the commencement of the dairy industry was expressed by the Minister of Finance and Marketing, the Hon W. Nash, in his public address at the King George Theatre, Lower Hutt, last night. Mr Nash reviewed the Government's record over the past 29 months, defended its control of currency and credit, and claimed success for its primary produce marketing scheme. Mr Nash said the overseas debt today was £2,797,000 lower than when the Labour Government took office. Interest on the overseas debt had been reduced by £450,000. Exchange on overseas loans had been reduced by £165,000. "The last point in connection with credit and interest rates," the Minister observed, "is the endeavour by supporters of the National Party to force up interest rates to local bodies. For more than 12 months the insurance companies and other lending institutions refused to loan money at 3½ per cent. The Government refused to allow the rate of interest to be raised, and stated that if the ordinary lending channels would not advance the money the Government would, and in fulfilment of its policy loans granted to local authorities at 3½ per cent per annum since April 1, 1937, amounted to £1,011,000. "The Government's consent to the raising of interest rates to local bodies would inevitably have driven all interest rates higher," the Minister said. "The toll of interest is still very heavy, and the Government will do what it can to prevent the increase of the load, and the reduction of the burden. We see no reason why good sound local bodies should be compelled to add to the burden of the rates by increased interest charges." Mr Nash compared the reduction of overseas debt by £2,797,000 in less than three years with the record of past Governments. "In the 10 years, 1920-30, New Zealand paid £34,863,497 in interest overseas, and in the same period borrowed £54,263,451," he said. "So that we borrowed the whole of the money to pay our interest. These were boom years. Compare this with the past two years. We have not borrowed a penny overseas." Having discussed the movement of dairy produce prices over a period of years, Mr Nash said:—"The payout of the first year's working was an average pay out for butter-fat for butter of 13.88d and for cheese 13.88d. Now, let us come to the second year. After a very exhaustive inquiry and investigation, it was decided to buy all butter at 13½d a pound and cheese at slightly more than 1½d a pound. This should provide a pay-out of at least 13.88d for butter suppliers and 15.88d for cheese suppliers. The actual result of sales up to May 13 shows a surplus on butter sales of £491,966 and on cheese sales of £38,717. This money belongs to the dairy industry account. "The Government has no desire and has never had any desire to profit at the expense of the dairy-farmer. As the Prime Minister said when the price was announced, 'it was not the last word.'" A motion expressing complete confidence in Mr Nash as the member for Hutt and Minister of Finance, thanks for his address, and pledging support to Mr Savage and the party, moved by Mr H. Combs, Labour candidate for Wellington Suburbs, was carried without dissent. NO FEAR OF ELECTION ——◆—— MR LEE MARTIN'S CONFIDENCE. STATEMENT IN AUSTRALIA. MELBOURNE, May 16. "New Zealand's Labour Government does not fear the election," said the New Zealand Minister of Agriculture, Mr W. Lee Martin, today. Neither did it fear a breakdown of the price guarantee system in a period of depressed export prices. The Government would go to the electors in November confidently claiming the credit for improved economic conditions. The great majority of the New Zealand dairy-farmers would declare against a return to the butterfat prices existing before the present system. Perhaps all were not completely satisfied, but they realised they had been given stability. The Emile Francqui prize of £3500 sterling was awarded by an international jury to Professor Jacques Errera, of Brussels University, for his works on the molecular constitution of matter. NATIONAL HEALTH SCHEME. Already a large percentage of the nation enjoys national health by taking Pulmonas and gaining protection against chills, colds, catarrh and getting protection against chills, colds, flu and affections of the throat and chest. The antiseptic vapours of Pulmonas quickly soothe and give relief from coughs and colds. Try the economical family-size tin, 2/6, all chemists and stores. <box>931 75 1088 967</box>
paragraph: Mr A. B. Martin pointed out that county councillors had no control over the biggest proportion of the increased costs of the last two years. Legislation increases in wages had resulted in the Featherston County Council imposing an additional rate of ½d in the £. <box>631 745 772 795</box>
column-3: SEA MYSTERY ——◆—— FATE OF ANGLO-AUSTRALIAN ——◆—— HATCH-COVERS SIGHTED NEAR CRISTOBAL. ——◆—— SHIP APPARENTLY SUNK BY EXPLOSION. (Recd This Day 11.15 a.m.) LONDON, May 16. Possibly the first clue to the loss of the Anglo-Australian is given by the skipper of the Dalhanna, in a message radioed from Cristobal. He passed two hatch covers on which "Anglo-Australian" had been burnt, 23 miles north-east of Cristobal. Sir John Latta, chairman of Lowther, Latta & Co., shipowners, declared that the message was puzzling, as it was not the custom of the company to burn names on hatch covers. Apparently the ship had been destroyed by an explosion. A cablegram from London on May 9 stated that the relatives of the crew of 38 on the London steamer Anglo-Australian had been informed that hope had been abandoned and that the vessel was presumed to have sunk in the Atlantic. She left Cardiff on March 8 for Vancouver. A message was received stating that she had passed the Azores on March 14. Since that time no news had been received of her. METAL EXPORTS ——◆—— THE WATERFRONT EMBARGO IN SYDNEY ——◆—— CHALLENGED BY FEDERAL GOVERNMENT ——◆—— NOTICE THAT TRANSPORT ACT WILL BE INVOKED (Recd This Day, 11.50 a.m.) MELBOURNE, This Day. The waterside workers who refused to load scrap iron and other material for Japan have been warned by the Federal Ministry that unless they agree by May 25 to load all cargoes offering, the licensing provisions of the Transport Workers' Act will be applied to Sydney members of the Waterside Workers' Federation, and disciplinary action will be taken in other ports. In a letter to the federation, the Federal Prime Minister (Mr J. A. Lyons), stated that the Government takes the view that no sufficient reason exists for the imposition of an embargo on the exports in question. POWER CHARGES ——◆—— REQUEST FOR REDUCTION CANTERBURY RESOLUTION (By Telegraph—Press Association.) TIMARU, May 16. "That this annual meeting the South Canterbury Electric Power Board draws the attention of the Minister for Public Works to the urgent need for a reduction in the charge for electricity, without which supplies could not be given to outlying settlers, nor can that full use be made of the electricity which people are entitled to from a nationally-owned service, wherein electricity is abundantly available," was the text of a resolution carried unanimously by the board this morning. WOOL AT HOME ——◆—— QUIET BUT FIRM MARKET. (Recd This Day, 11.25 a.m.) LONDON, May 16. The Bradford market is quiet but firm. At the wool sales, 5,137 bales were offered, including 3,128 from New Zealand and 4,574 sold. There was a moderate selection and a keen and general demand at full rates. New Zealand greasy crossbred, Mount Fortune, brought 10½d. Messrs Levin and Co., Ltd., have received the following cable from their London agents, dated May 16:—"The auctions continue fairly animated. There is a hardening tendency in the market for merino and greasy shrinking and sliped wools generally are par to 5 per cent lower. The following prices are current:—Merino, super, 14d to 15d; average, 12½d to 13½d; fine halfbred, super 56/58's, 12d to 13d; average 11d to 12½d; medium halfbred, super 50/56's, 11d to 11½d; average, 10½d to 11d; extra fine xbred, super 48/50's, 10½d to 11d; average, 10d to 10½d; fine crossbred, super 46/48's, 10d to 10½d; average, 9½d to 10½d; medium crossbred, super 44/46's, 10d to 10½d; average 9½d to 10½d; coarse crossbred, super 40/44's, 10d to 10½d; average, 9½d to 10½d; low crossbred, super 36/40's 10d to 10½d; average, 9½d to 10½d; pieces, 7½d to 8d; bellies, 7d to 7½d; locks, 4d to 6d." The Stuttgart periodical, Durchbruch, described as "the fighting organ for German faith, race and nationality," has been banned until further notice. GOOD-BYE TO CORNS. USE Dr. Scholl's Zino Pads for all Corns, Callouses, Bunions. Dr. Scholl's Zino Pads give instant relief from pain, and quickly lift the corn right out. Get a packet of the original Dr. Scholl's Zino Pads to-day—soothing, medicated and waterproof. 1/6 large packet from Campbell's Pharmacy. <box>334 75 473 1064</box>
paragraph: Sale reported: New Zealand Breweries Co., £2 5s. <box>192 636 325 644</box>
article-body <box>631 421 772 632</box>
subheadline: PROCEDURE IN JOHORE <box>512 445 592 454</box>
dateline: WELLINGTON, This Day. <box>973 163 1046 171</box>
subheadline: MORE PETROL TAX WANTED. <box>653 146 750 155</box>
headline: ANGER IN FRANCE <box>802 504 901 517</box>
